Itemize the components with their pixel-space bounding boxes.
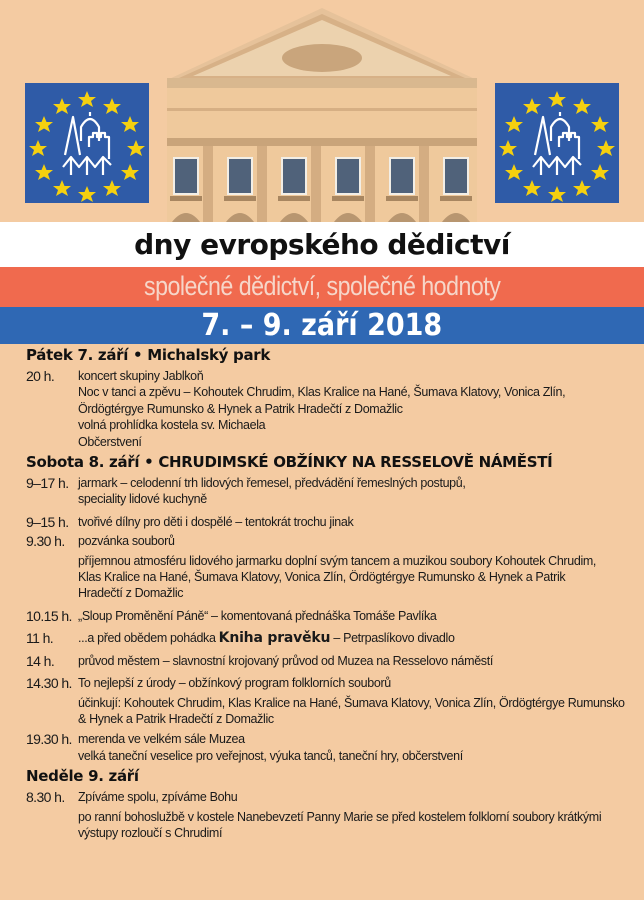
item-line: Hradečtí z Domažlic [78, 586, 184, 601]
item-line: průvod městem – slavnostní krojovaný průvod od Muzea na Resselovo náměstí [78, 653, 493, 668]
schedule-item [26, 789, 626, 841]
program-schedule [26, 344, 626, 841]
dates-band [0, 307, 644, 344]
item-line: & Hynek a Patrik Hradečtí z Domažlic [78, 711, 274, 726]
item-line: volná prohlídka kostela sv. Michaela [78, 418, 266, 433]
heritage-logo-right [495, 83, 619, 203]
event-title: dny evropského dědictví [134, 228, 510, 261]
item-time: 9–15 h. [26, 513, 69, 530]
item-line: pozvánka souborů [78, 534, 175, 549]
item-line: „Sloup Proměnění Páně“ – komentovaná přednáška Tomáše Pavlíka [78, 608, 437, 623]
schedule-item [26, 653, 626, 669]
european-heritage-days-logo-icon [495, 83, 619, 203]
item-time: 14.30 h. [26, 675, 72, 692]
item-line: velká taneční veselice pro veřejnost, výuka tanců, taneční hry, občerstvení [78, 748, 463, 763]
building-facade-image [167, 8, 477, 222]
item-line: tvořivé dílny pro děti i dospělé – tentokrát trochu jinak [78, 514, 354, 529]
european-heritage-days-logo-icon [25, 83, 149, 203]
schedule-item [26, 514, 626, 530]
item-time: 19.30 h. [26, 731, 72, 748]
item-text: – Petrpaslíkovo divadlo [330, 631, 455, 646]
item-highlight-title: Kniha pravěku [218, 630, 331, 647]
item-line: merenda ve velkém sále Muzea [78, 732, 245, 747]
item-time: 8.30 h. [26, 789, 65, 806]
subtitle-band [0, 267, 644, 307]
day-heading-friday: Pátek 7. září • Michalský park [26, 346, 271, 364]
event-subtitle: společné dědictví, společné hodnoty [143, 271, 501, 301]
item-line: To nejlepší z úrody – obžínkový program folklorních souborů [78, 676, 391, 691]
item-time: 14 h. [26, 652, 55, 669]
schedule-item [26, 368, 626, 450]
item-line: příjemnou atmosféru lidového jarmarku doplní svým tancem a muzikou soubory Kohoutek Chrudim, [78, 553, 597, 568]
item-line: speciality lidové kuchyně [78, 492, 207, 507]
item-line: výstupy rozloučí s Chrudimí [78, 825, 223, 840]
title-band [0, 222, 644, 267]
schedule-item [26, 608, 626, 624]
item-line: koncert skupiny Jablkoň [78, 369, 204, 383]
schedule-item [26, 533, 626, 602]
heritage-logo-left [25, 83, 149, 203]
item-time: 9.30 h. [26, 533, 65, 550]
item-line: po ranní bohoslužbě v kostele Nanebevzetí Panny Marie se před kostelem folklorní soubory krátkými [78, 809, 602, 824]
day-heading-sunday: Neděle 9. září [26, 767, 139, 786]
item-line: jarmark – celodenní trh lidových řemesel, předvádění řemeslných postupů, [78, 476, 466, 491]
item-text: ...a před obědem pohádka [78, 631, 219, 646]
event-dates: 7. – 9. září 2018 [201, 308, 443, 343]
item-line: Občerstvení [78, 434, 142, 449]
schedule-item [26, 675, 626, 727]
item-time: 10.15 h. [26, 607, 72, 624]
day-heading-saturday: Sobota 8. září • CHRUDIMSKÉ OBŽÍNKY NA RESSELOVĚ NÁMĚSTÍ [26, 453, 553, 472]
item-line: Noc v tanci a zpěvu – Kohoutek Chrudim, Klas Kralice na Hané, Šumava Klatovy, Vonica Zlín, [78, 385, 566, 400]
schedule-item [26, 630, 626, 646]
item-line: Zpíváme spolu, zpíváme Bohu [78, 790, 238, 805]
item-time: 11 h. [26, 630, 54, 647]
item-line: Ördögtérgye Rumunsko & Hynek a Patrik Hradečtí z Domažlic [78, 401, 403, 416]
schedule-item [26, 475, 626, 508]
item-time: 20 h. [26, 368, 55, 384]
schedule-item [26, 731, 626, 764]
item-line: Klas Kralice na Hané, Šumava Klatovy, Vonica Zlín, Ördögtérgye Rumunsko & Hynek a Patrik [78, 570, 566, 585]
item-line: účinkují: Kohoutek Chrudim, Klas Kralice na Hané, Šumava Klatovy, Vonica Zlín, Ördögtérgye Rumunsko [78, 695, 625, 710]
item-time: 9–17 h. [26, 475, 69, 492]
item-line [78, 630, 626, 646]
